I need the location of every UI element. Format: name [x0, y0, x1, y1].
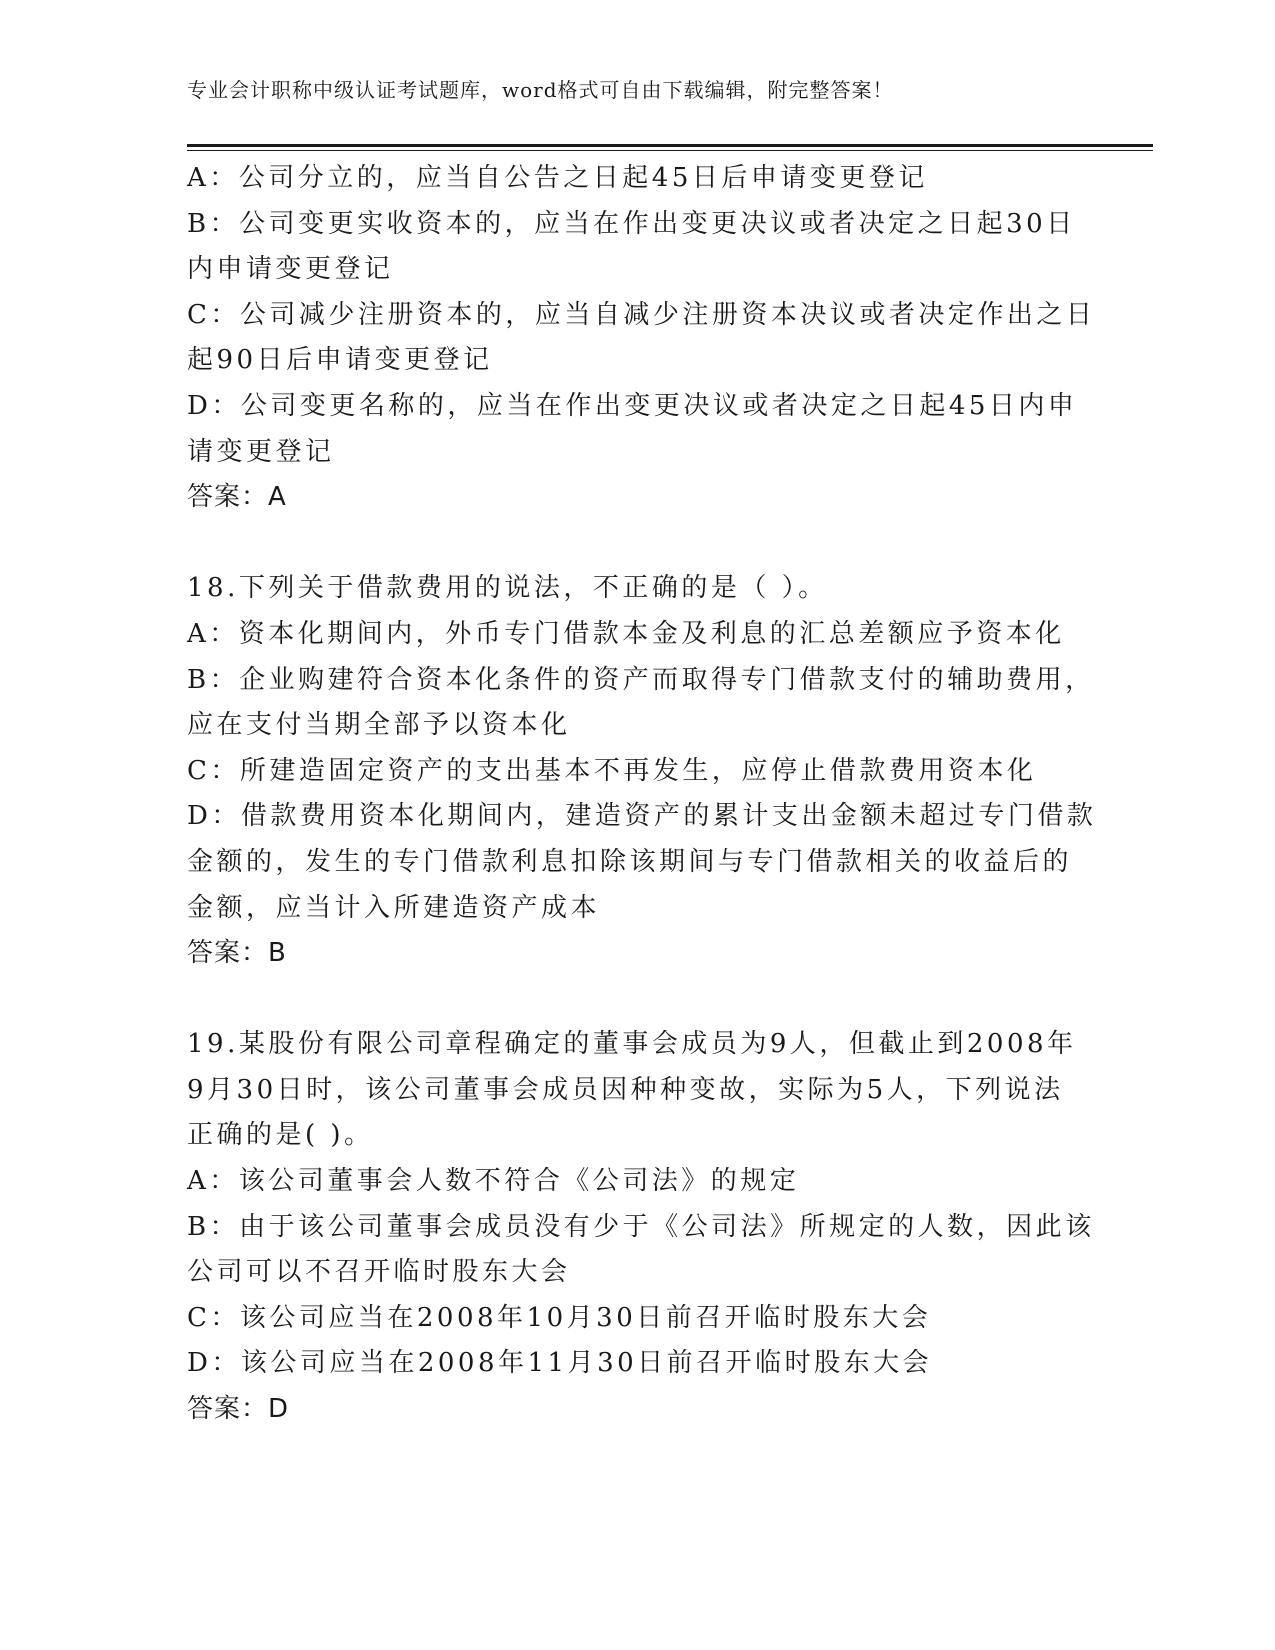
page-header: 专业会计职称中级认证考试题库，word格式可自由下载编辑，附完整答案！: [187, 78, 894, 102]
option-c: C：所建造固定资产的支出基本不再发生，应停止借款费用资本化: [187, 755, 1037, 786]
option-d: D：该公司应当在2008年11月30日前召开临时股东大会: [187, 1348, 933, 1379]
option-b: B：企业购建符合资本化条件的资产而取得专门借款支付的辅助费用， 应在支付当期全部予以资本化: [187, 664, 1095, 741]
option-a: A：该公司董事会人数不符合《公司法》的规定: [187, 1166, 800, 1197]
option-b: B：公司变更实收资本的，应当在作出变更决议或者决定之日起30日 内申请变更登记: [187, 208, 1076, 285]
question-stem: 19.某股份有限公司章程确定的董事会成员为9人，但截止到2008年 9月30日时，该公司董事会成员因种种变故，实际为5人，下列说法 正确的是( )。: [187, 1029, 1077, 1151]
question-stem: 18.下列关于借款费用的说法，不正确的是（ ）。: [187, 573, 828, 604]
question-block: [187, 156, 1096, 521]
option-c: C：该公司应当在2008年10月30日前召开临时股东大会: [187, 1302, 932, 1333]
answer-line: 答案：B: [187, 938, 287, 969]
answer-line: 答案：A: [187, 482, 287, 513]
spacer: [187, 521, 1087, 567]
option-d: D：公司变更名称的，应当在作出变更决议或者决定之日起45日内申 请变更登记: [187, 390, 1078, 467]
header-rule-thin: [187, 150, 1153, 151]
option-c: C：公司减少注册资本的，应当自减少注册资本决议或者决定作出之日 起90日后申请变更登记: [187, 299, 1096, 376]
option-d: D：借款费用资本化期间内，建造资产的累计支出金额未超过专门借款 金额的，发生的专门借款利息扣除该期间与专门借款相关的收益后的 金额，应当计入所建造资产成本: [187, 801, 1097, 923]
answer-line: 答案：D: [187, 1394, 290, 1425]
document-body: [187, 156, 1097, 1433]
question-block: [187, 1022, 1095, 1432]
spacer: [187, 977, 1087, 1023]
option-a: A：公司分立的，应当自公告之日起45日后申请变更登记: [187, 163, 928, 193]
option-b: B：由于该公司董事会成员没有少于《公司法》所规定的人数，因此该 公司可以不召开临时股东大会: [187, 1211, 1095, 1288]
option-a: A：资本化期间内，外币专门借款本金及利息的汇总差额应予资本化: [187, 618, 1065, 649]
header-rule-thick: [187, 144, 1153, 147]
question-block: [187, 566, 1097, 976]
